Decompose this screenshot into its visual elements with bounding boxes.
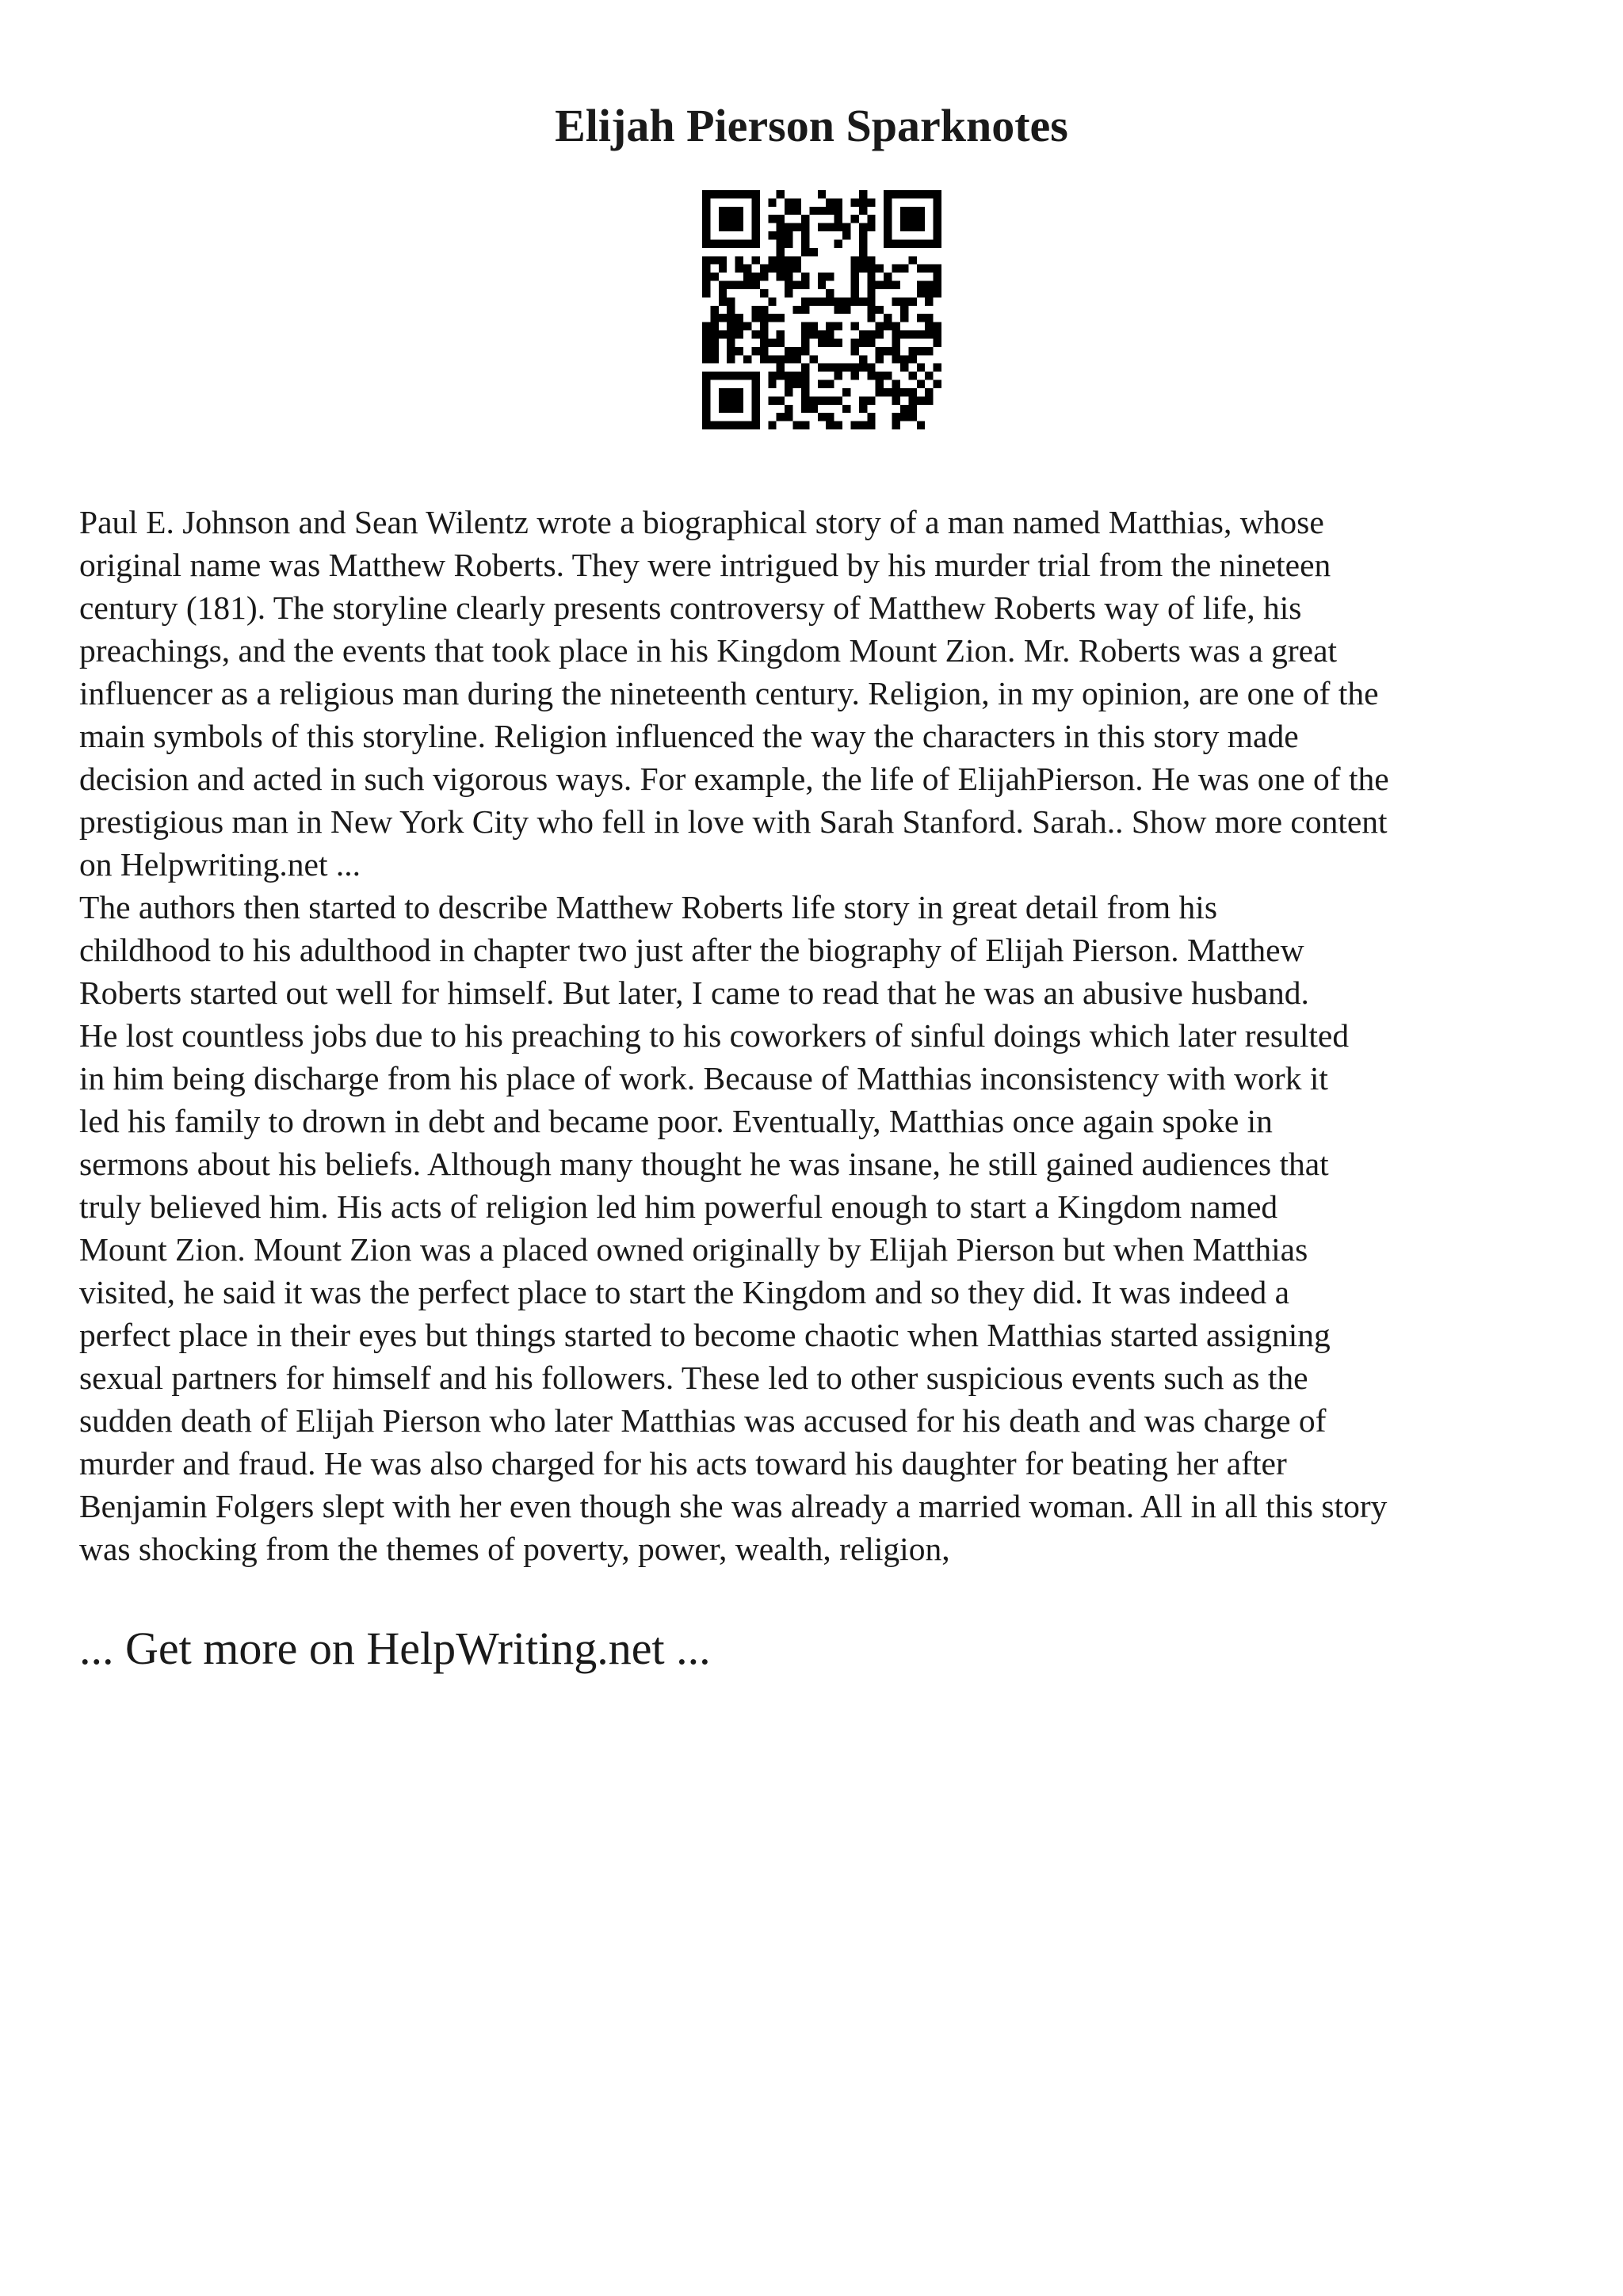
text-line: Benjamin Folgers slept with her even though she was already a married woman. All in all this story <box>79 1488 1388 1524</box>
text-line: preachings, and the events that took place in his Kingdom Mount Zion. Mr. Roberts was a great <box>79 632 1338 669</box>
text-line: was shocking from the themes of poverty, power, wealth, religion, <box>79 1531 950 1567</box>
text-line: The authors then started to describe Matthew Roberts life story in great detail from his <box>79 889 1217 925</box>
text-line: Roberts started out well for himself. But later, I came to read that he was an abusive husband. <box>79 974 1309 1011</box>
text-line: decision and acted in such vigorous ways. For example, the life of ElijahPierson. He was one of the <box>79 761 1389 797</box>
text-line: childhood to his adulthood in chapter two just after the biography of Elijah Pierson. Matthew <box>79 932 1304 968</box>
text-line: Paul E. Johnson and Sean Wilentz wrote a biographical story of a man named Matthias, whose <box>79 504 1324 540</box>
article-body <box>79 501 1569 1570</box>
paragraph-1 <box>79 501 1569 886</box>
text-line: sexual partners for himself and his followers. These led to other suspicious events such as the <box>79 1360 1308 1396</box>
text-line: original name was Matthew Roberts. They were intrigued by his murder trial from the nineteen <box>79 547 1331 583</box>
text-line: perfect place in their eyes but things started to become chaotic when Matthias started assigning <box>79 1317 1331 1353</box>
text-line: led his family to drown in debt and became poor. Eventually, Matthias once again spoke in <box>79 1103 1273 1139</box>
text-line: sudden death of Elijah Pierson who later Matthias was accused for his death and was charge of <box>79 1402 1327 1439</box>
text-line: century (181). The storyline clearly presents controversy of Matthew Roberts way of life, his <box>79 589 1302 626</box>
qr-code-icon[interactable] <box>702 190 941 429</box>
text-line: murder and fraud. He was also charged for his acts toward his daughter for beating her after <box>79 1445 1287 1482</box>
text-line: sermons about his beliefs. Although many thought he was insane, he still gained audiences that <box>79 1146 1329 1182</box>
text-line: influencer as a religious man during the nineteenth century. Religion, in my opinion, are one of the <box>79 675 1379 711</box>
text-line: in him being discharge from his place of work. Because of Matthias inconsistency with work it <box>79 1060 1328 1097</box>
text-line: visited, he said it was the perfect place to start the Kingdom and so they did. It was indeed a <box>79 1274 1290 1310</box>
text-line: Mount Zion. Mount Zion was a placed owned originally by Elijah Pierson but when Matthias <box>79 1231 1308 1268</box>
text-line: truly believed him. His acts of religion led him powerful enough to start a Kingdom named <box>79 1188 1278 1225</box>
text-line: main symbols of this storyline. Religion influenced the way the characters in this story made <box>79 718 1299 754</box>
paragraph-2 <box>79 886 1569 1570</box>
text-line: He lost countless jobs due to his preaching to his coworkers of sinful doings which later resulted <box>79 1017 1350 1054</box>
helpwriting-link[interactable]: ... Get more on HelpWriting.net ... <box>79 1623 711 1674</box>
text-line: prestigious man in New York City who fell in love with Sarah Stanford. Sarah.. Show more content <box>79 803 1388 840</box>
text-line: on Helpwriting.net ... <box>79 846 361 883</box>
document-title: Elijah Pierson Sparknotes <box>555 100 1068 151</box>
